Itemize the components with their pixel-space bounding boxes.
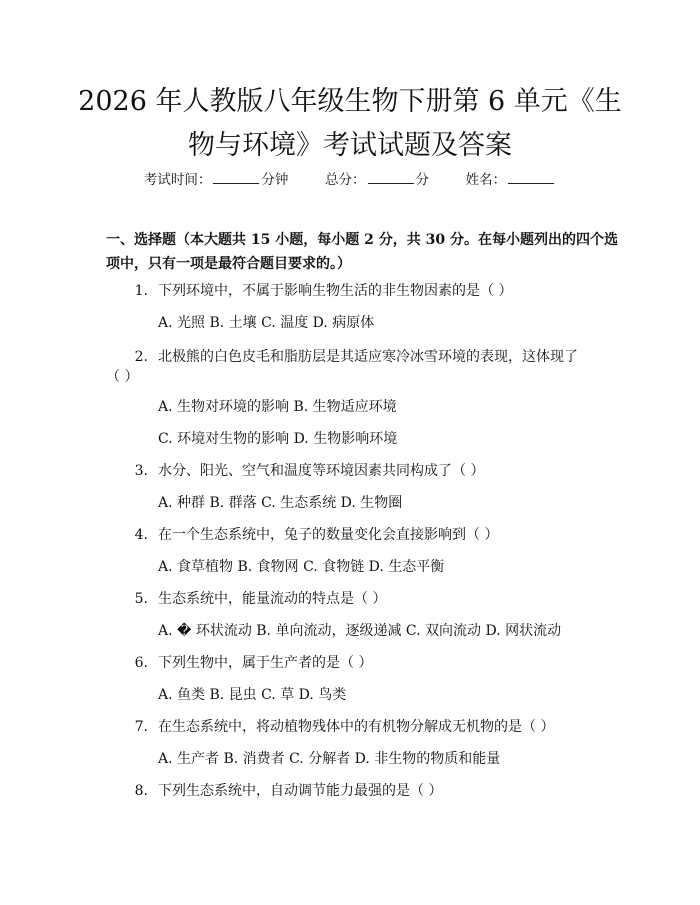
question-2-continuation: （ ） xyxy=(106,369,139,385)
score-blank xyxy=(368,171,414,184)
options-q7: A. 生产者 B. 消费者 C. 分解者 D. 非生物的物质和能量 xyxy=(158,751,501,767)
score-unit: 分 xyxy=(415,172,429,188)
question-text: 北极熊的白色皮毛和脂肪层是其适应寒冷冰雪环境的表现，这体现了 xyxy=(158,349,578,365)
question-number: 4. xyxy=(134,527,148,543)
question-text: 在生态系统中，将动植物残体中的有机物分解成无机物的是（ ） xyxy=(158,719,555,735)
question-number: 6. xyxy=(134,655,148,671)
question-number: 1. xyxy=(134,283,148,299)
question-text: 下列生物中，属于生产者的是（ ） xyxy=(158,655,373,671)
question-number: 8. xyxy=(134,783,148,799)
section-heading: 一、选择题（本大题共 15 小题，每小题 2 分，共 30 分。在每小题列出的四个选项中，只有一项是最符合题目要求的。） xyxy=(106,232,618,272)
question-text: 下列环境中，不属于影响生物生活的非生物因素的是（ ） xyxy=(158,283,513,299)
question-number: 3. xyxy=(134,463,148,479)
question-text: 下列生态系统中，自动调节能力最强的是（ ） xyxy=(158,783,443,799)
options-q4: A. 食草植物 B. 食物网 C. 食物链 D. 生态平衡 xyxy=(158,559,445,575)
options-q3: A. 种群 B. 群落 C. 生态系统 D. 生物圈 xyxy=(158,495,403,511)
name-blank xyxy=(508,171,554,184)
name-label: 姓名： xyxy=(465,172,507,188)
score-label: 总分： xyxy=(325,172,366,188)
question-number: 7. xyxy=(134,719,148,735)
time-blank xyxy=(213,171,259,184)
question-text: 水分、阳光、空气和温度等环境因素共同构成了（ ） xyxy=(158,463,485,479)
title-line-1: 2026 年人教版八年级生物下册第 6 单元《生 xyxy=(78,86,622,117)
options-q1: A. 光照 B. 土壤 C. 温度 D. 病原体 xyxy=(158,315,375,331)
question-text: 在一个生态系统中，兔子的数量变化会直接影响到（ ） xyxy=(158,527,499,543)
title-line-2: 物与环境》考试试题及答案 xyxy=(188,130,512,161)
time-unit: 分钟 xyxy=(261,172,289,188)
options-q2-line2: C. 环境对生物的影响 D. 生物影响环境 xyxy=(158,431,398,447)
exam-meta-line xyxy=(0,168,700,188)
question-number: 5. xyxy=(134,591,148,607)
document-title xyxy=(60,80,640,168)
options-q6: A. 鱼类 B. 昆虫 C. 草 D. 鸟类 xyxy=(158,687,347,703)
time-label: 考试时间： xyxy=(143,172,212,188)
question-number: 2. xyxy=(134,349,148,365)
options-q5: A. � 环状流动 B. 单向流动，逐级递减 C. 双向流动 D. 网状流动 xyxy=(158,623,562,639)
question-text: 生态系统中，能量流动的特点是（ ） xyxy=(158,591,387,607)
options-q2-line1: A. 生物对环境的影响 B. 生物适应环境 xyxy=(158,399,397,415)
